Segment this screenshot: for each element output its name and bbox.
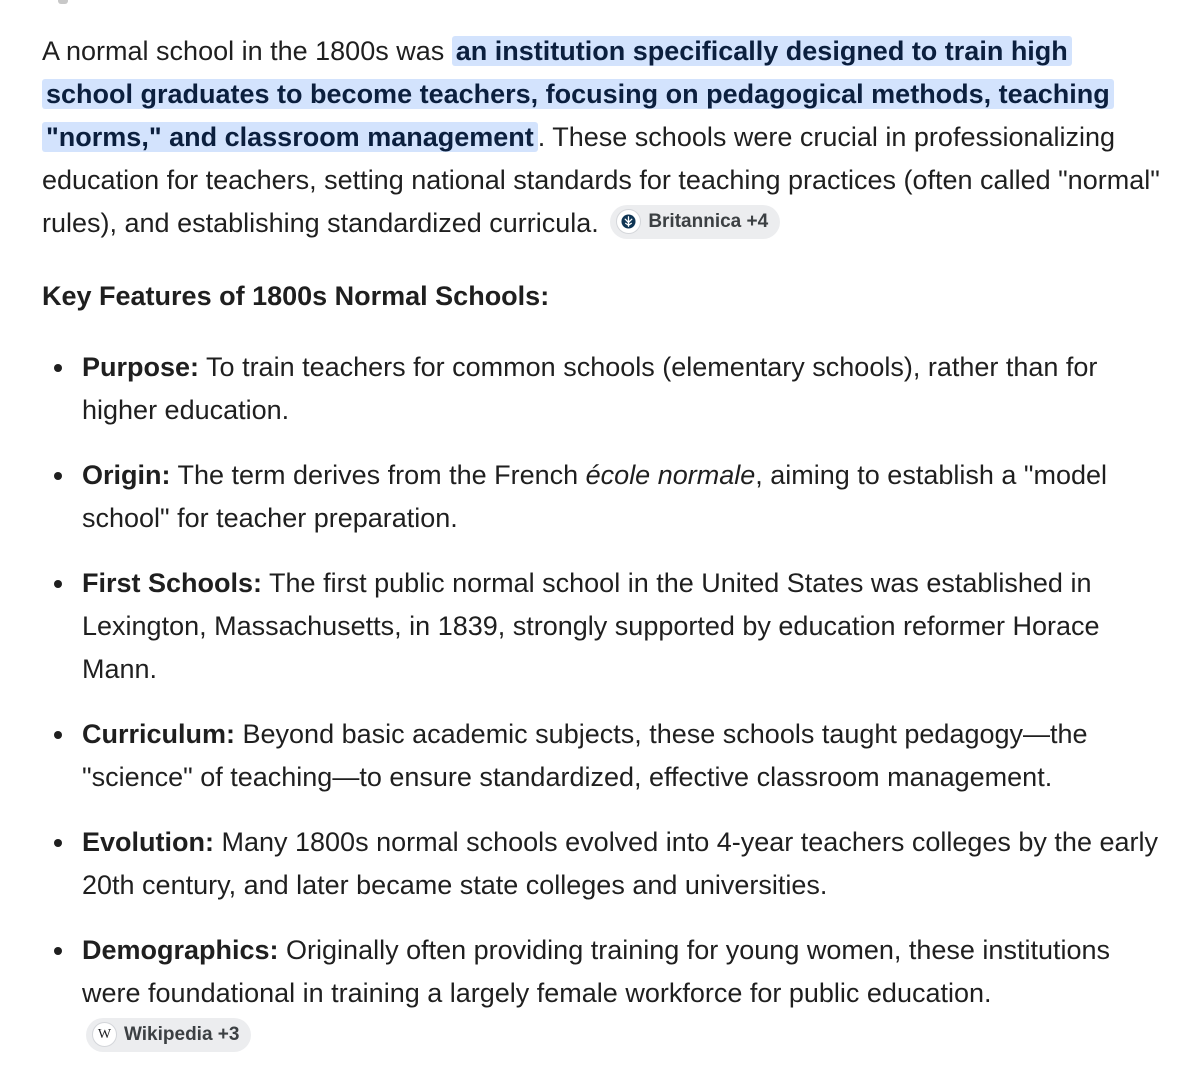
bullet-icon bbox=[54, 839, 62, 847]
bullet-icon bbox=[54, 580, 62, 588]
intro-prefix: A normal school in the 1800s was bbox=[42, 36, 452, 66]
feature-name: Demographics: bbox=[82, 935, 279, 965]
feature-demographics bbox=[42, 929, 1166, 1058]
feature-first-schools bbox=[42, 562, 1166, 691]
feature-text: Beyond basic academic subjects, these schools taught pedagogy—the "science" of teaching—to ensure standardized, effective classroom management. bbox=[82, 719, 1088, 792]
feature-name: Evolution: bbox=[82, 827, 214, 857]
feature-purpose bbox=[42, 346, 1166, 432]
intro-highlight[interactable]: an institution specifically designed to train high school graduates to become teachers, focusing on pedagogical methods, teaching "norms," and classroom management bbox=[42, 36, 1114, 152]
section-heading: Key Features of 1800s Normal Schools: bbox=[42, 281, 550, 311]
bullet-icon bbox=[54, 947, 62, 955]
feature-evolution bbox=[42, 821, 1166, 907]
scroll-edge-fragment bbox=[58, 0, 68, 4]
source-chip-wikipedia[interactable] bbox=[86, 1018, 251, 1052]
feature-name: Purpose: bbox=[82, 352, 200, 382]
feature-name: Curriculum: bbox=[82, 719, 236, 749]
intro-suffix: . These schools were crucial in professionalizing education for teachers, setting national standards for teaching practices (often called "normal" rules), and establishing standardized curricula. bbox=[42, 122, 1160, 238]
bullet-icon bbox=[54, 364, 62, 372]
bullet-icon bbox=[54, 731, 62, 739]
feature-text-before: The term derives from the French bbox=[170, 460, 586, 490]
source-chip-britannica[interactable] bbox=[610, 205, 780, 239]
feature-italic-term: école normale bbox=[585, 460, 756, 490]
source-chip-label: Britannica +4 bbox=[648, 211, 769, 233]
bullet-icon bbox=[54, 472, 62, 480]
britannica-thistle-icon bbox=[616, 209, 641, 234]
intro-paragraph bbox=[42, 30, 1162, 245]
features-list bbox=[42, 346, 1166, 1058]
feature-name: Origin: bbox=[82, 460, 171, 490]
feature-origin bbox=[42, 454, 1166, 540]
source-chip-label: Wikipedia +3 bbox=[124, 1024, 240, 1046]
feature-text-after: , aiming to establish a "model school" for teacher preparation. bbox=[82, 460, 1108, 533]
feature-text: To train teachers for common schools (elementary schools), rather than for higher education. bbox=[82, 352, 1098, 425]
feature-curriculum bbox=[42, 713, 1166, 799]
feature-text: Many 1800s normal schools evolved into 4-year teachers colleges by the early 20th century, and later became state colleges and universities. bbox=[82, 827, 1158, 900]
wikipedia-w-icon: W bbox=[92, 1022, 117, 1047]
feature-text: The first public normal school in the United States was established in Lexington, Massachusetts, in 1839, strongly supported by education reformer Horace Mann. bbox=[82, 568, 1100, 684]
feature-name: First Schools: bbox=[82, 568, 263, 598]
feature-text: Originally often providing training for young women, these institutions were foundational in training a largely female workforce for public education. bbox=[82, 935, 1110, 1008]
